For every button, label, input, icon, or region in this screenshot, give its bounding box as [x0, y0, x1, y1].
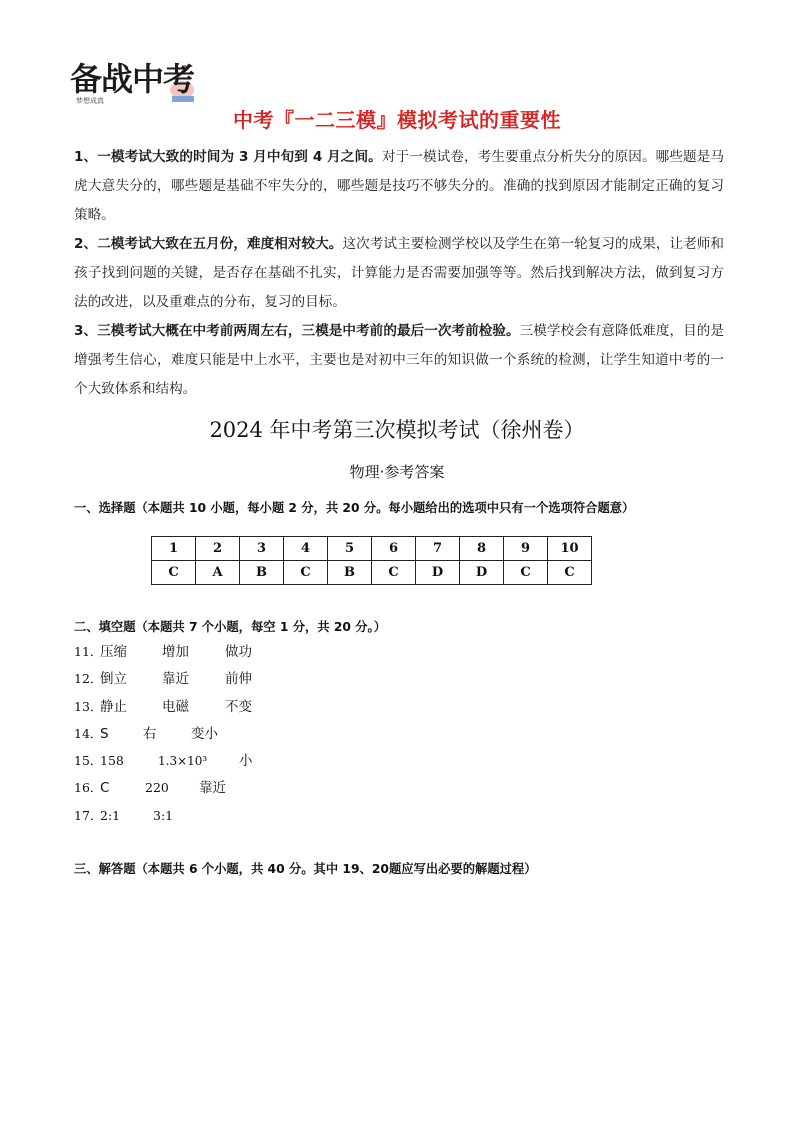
- intro-paragraph-1-lead: 1、一模考试大致的时间为 3 月中旬到 4 月之间。: [74, 149, 382, 165]
- item-number: 17．: [74, 807, 103, 823]
- main-title: 中考『一二三模』模拟考试的重要性: [233, 108, 561, 132]
- intro-paragraph-2-lead: 2、二模考试大致在五月份，难度相对较大。: [74, 236, 343, 252]
- answer-cell: A: [196, 561, 240, 585]
- intro-section: [74, 143, 724, 404]
- answer-cell: B: [240, 561, 284, 585]
- answer-blank: 158: [100, 753, 124, 769]
- answer-blank: 靠近: [162, 671, 189, 688]
- answer-table: [151, 536, 592, 585]
- answer-table-answer-row: [152, 561, 592, 585]
- question-number: 6: [372, 537, 416, 561]
- answer-cell: D: [460, 561, 504, 585]
- item-number: 13．: [74, 698, 103, 714]
- answer-blank: 小: [239, 753, 253, 770]
- intro-paragraph-3: [74, 317, 724, 404]
- fill-item-12: [74, 668, 474, 695]
- answer-cell: B: [328, 561, 372, 585]
- item-number: 15．: [74, 753, 103, 769]
- answer-blank: 1.3×10³: [158, 754, 208, 769]
- answer-cell: C: [548, 561, 592, 585]
- intro-paragraph-3-lead: 3、三模考试大概在中考前两周左右，三模是中考前的最后一次考前检验。: [74, 323, 520, 339]
- answer-blank: 220: [145, 780, 169, 796]
- fill-item-17: [74, 805, 474, 832]
- answer-blank: 靠近: [199, 780, 226, 797]
- item-number: 12．: [74, 671, 103, 687]
- section-2-heading: 二、填空题（本题共 7 个小题，每空 1 分，共 20 分。）: [74, 620, 386, 634]
- item-number: 16．: [74, 780, 103, 796]
- answer-blank: 变小: [191, 725, 218, 742]
- answer-blank: 不变: [225, 698, 252, 715]
- fill-item-16: [74, 777, 474, 804]
- exam-title: 2024 年中考第三次模拟考试（徐州卷）: [209, 418, 585, 442]
- question-number: 3: [240, 537, 284, 561]
- answer-table-number-row: [152, 537, 592, 561]
- question-number: 1: [152, 537, 196, 561]
- intro-paragraph-2: [74, 230, 724, 317]
- question-number: 4: [284, 537, 328, 561]
- intro-paragraph-3-body: 三模学校会有意降低难度，目的是增强考生信心，难度只能是中上水平，主要也是对初中三年的知识做一个系统的检测，让学生知道中考的一个大致体系和结构。: [74, 323, 724, 397]
- question-number: 2: [196, 537, 240, 561]
- question-number: 5: [328, 537, 372, 561]
- answer-blank: C: [100, 780, 110, 797]
- answer-blank: 做功: [225, 644, 252, 660]
- subject-title: 物理·参考答案: [349, 463, 445, 481]
- answer-blank: 2:1: [100, 807, 121, 823]
- section-1-heading: 一、选择题（本题共 10 小题，每小题 2 分，共 20 分。每小题给出的选项中只有一个选项符合题意）: [74, 501, 635, 515]
- question-number: 8: [460, 537, 504, 561]
- answer-cell: C: [284, 561, 328, 585]
- item-number: 11．: [74, 644, 103, 659]
- intro-paragraph-2-body: 这次考试主要检测学校以及学生在第一轮复习的成果，让老师和孩子找到问题的关键，是否存在基础不扎实，计算能力是否需要加强等等。然后找到解决方法，做到复习方法的改进，以及重难点的分布，复习的目标。: [74, 236, 724, 310]
- answer-blank: 倒立: [100, 671, 127, 688]
- answer-cell: C: [504, 561, 548, 585]
- question-number: 9: [504, 537, 548, 561]
- fill-item-11: [74, 641, 474, 668]
- fill-item-13: [74, 696, 474, 723]
- section-3-heading: 三、解答题（本题共 6 个小题，共 40 分。其中 19、20题应写出必要的解题过程）: [74, 862, 537, 876]
- answer-blank: S: [100, 725, 109, 742]
- question-number: 7: [416, 537, 460, 561]
- answer-blank: 3:1: [153, 807, 174, 823]
- item-number: 14．: [74, 725, 103, 741]
- answer-blank: 静止: [100, 698, 127, 715]
- fill-item-15: [74, 750, 474, 777]
- answer-cell: C: [372, 561, 416, 585]
- answer-blank: 增加: [162, 644, 189, 660]
- answer-blank: 压缩: [100, 644, 127, 660]
- answer-blank: 右: [143, 725, 157, 742]
- logo-subtext: 梦想成真: [76, 97, 104, 105]
- answer-blank: 电磁: [162, 698, 189, 715]
- answer-blank: 前伸: [225, 671, 252, 688]
- fill-in-answers: [74, 641, 474, 832]
- answer-cell: C: [152, 561, 196, 585]
- intro-paragraph-1-body: 对于一模试卷，考生要重点分析失分的原因。哪些题是马虎大意失分的，哪些题是基础不牢失分的，哪些题是技巧不够失分的。准确的找到原因才能制定正确的复习策略。: [74, 149, 724, 223]
- question-number: 10: [548, 537, 592, 561]
- fill-item-14: [74, 723, 474, 750]
- intro-paragraph-1: [74, 143, 724, 230]
- logo-text: 备战中考: [69, 60, 194, 98]
- answer-cell: D: [416, 561, 460, 585]
